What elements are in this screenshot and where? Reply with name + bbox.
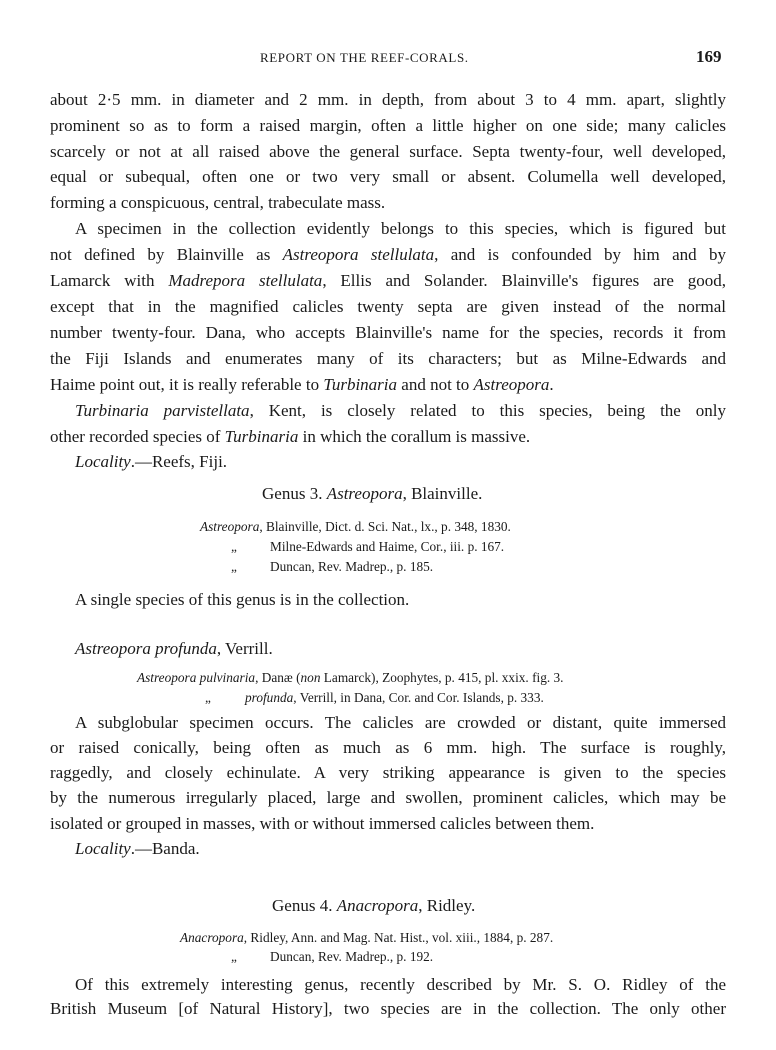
synonymy-reference: [270, 539, 504, 555]
text: number twenty-four. Dana, who accepts Blainville's name for the species, records it from: [50, 323, 726, 342]
text: not defined by Blainville as: [50, 245, 283, 264]
italic-text: Astreopora: [473, 375, 550, 394]
text: forming a conspicuous, central, trabeculate mass.: [50, 193, 386, 212]
synonymy-reference: [200, 519, 511, 535]
body-line: [50, 271, 726, 291]
text: „: [205, 690, 211, 705]
text: by the numerous irregularly placed, large and swollen, prominent calicles, which may be: [50, 788, 726, 807]
body-line: [50, 763, 726, 783]
italic-text: Astreopora: [326, 484, 403, 503]
text: equal or subequal, often one or two very small or absent. Columella well developed,: [50, 167, 726, 186]
body-line: [50, 323, 726, 343]
body-line: [50, 167, 726, 187]
body-line: [50, 90, 726, 110]
italic-text: Turbinaria parvistellata: [75, 401, 250, 420]
text: in which the corallum is massive.: [298, 427, 531, 446]
italic-text: Anacropora: [336, 896, 419, 915]
body-line: [50, 142, 726, 162]
text: , and is confounded by him and by: [434, 245, 726, 264]
body-line: [50, 999, 726, 1019]
text: prominent so as to form a raised margin, often a little higher on one side; many calicles: [50, 116, 726, 135]
page-number: 169: [696, 47, 722, 66]
italic-text: Astreopora pulvinaria: [137, 670, 256, 685]
italic-text: Turbinaria: [323, 375, 398, 394]
text: .: [549, 375, 554, 394]
text: Lamarck), Zoophytes, p. 415, pl. xxix. fig. 3.: [320, 670, 564, 685]
species-heading: [75, 639, 273, 659]
text: , Ridley, Ann. and Mag. Nat. Hist., vol. xiii., 1884, p. 287.: [243, 930, 554, 945]
running-header: REPORT ON THE REEF-CORALS.: [260, 50, 469, 65]
ditto-mark: [231, 539, 237, 555]
text: , Verrill.: [216, 639, 273, 658]
synonymy-reference: [270, 559, 433, 575]
text: other recorded species of: [50, 427, 225, 446]
body-line: [75, 219, 726, 239]
text: , Ridley.: [418, 896, 476, 915]
text: Duncan, Rev. Madrep., p. 192.: [270, 949, 434, 964]
text: the Fiji Islands and enumerates many of its characters; but as Milne-Edwards and: [50, 349, 726, 368]
text: Lamarck with: [50, 271, 169, 290]
text: British Museum [of Natural History], two species are in the collection. The only other: [50, 999, 726, 1018]
text: „: [231, 539, 237, 554]
text: Genus 3.: [262, 484, 327, 503]
italic-text: non: [300, 670, 321, 685]
text: or raised conically, being often as much as 6 mm. high. The surface is roughly,: [50, 738, 726, 757]
text: raggedly, and closely echinulate. A very striking appearance is given to the species: [50, 763, 726, 782]
text: A specimen in the collection evidently belongs to this species, which is figured but: [75, 219, 726, 238]
text: Duncan, Rev. Madrep., p. 185.: [270, 559, 434, 574]
text: „: [231, 559, 237, 574]
italic-text: Turbinaria: [224, 427, 299, 446]
genus-heading: [262, 484, 482, 504]
synonymy-reference: [180, 930, 553, 946]
body-line: [50, 116, 726, 136]
italic-text: Locality: [75, 839, 131, 858]
body-line: [50, 245, 726, 265]
locality-line: [75, 839, 200, 859]
text: , Kent, is closely related to this species, being the only: [249, 401, 726, 420]
text: Of this extremely interesting genus, recently described by Mr. S. O. Ridley of the: [75, 975, 726, 994]
text: , Ellis and Solander. Blainville's figures are good,: [322, 271, 726, 290]
text: .—Reefs, Fiji.: [130, 452, 228, 471]
body-line: [50, 788, 726, 808]
text: scarcely or not at all raised above the general surface. Septa twenty-four, well developed,: [50, 142, 726, 161]
text: , Verrill, in Dana, Cor. and Cor. Islands, p. 333.: [293, 690, 544, 705]
body-line: [50, 193, 385, 213]
genus-heading: [272, 896, 475, 916]
italic-text: Madrepora stellulata: [168, 271, 323, 290]
text: , Blainville.: [402, 484, 483, 503]
body-line: [75, 975, 726, 995]
text: „: [231, 949, 237, 964]
italic-text: Astreopora profunda: [75, 639, 217, 658]
synonymy-reference: [270, 949, 433, 965]
text: Milne-Edwards and Haime, Cor., iii. p. 167.: [270, 539, 505, 554]
synonymy-reference: [245, 690, 544, 706]
italic-text: Astreopora: [200, 519, 260, 534]
text: Genus 4.: [272, 896, 337, 915]
text: .—Banda.: [130, 839, 200, 858]
text: A subglobular specimen occurs. The calicles are crowded or distant, quite immersed: [75, 713, 726, 732]
body-line: [50, 297, 726, 317]
text: except that in the magnified calicles twenty septa are given instead of the normal: [50, 297, 726, 316]
text: A single species of this genus is in the collection.: [75, 590, 410, 609]
text: , Blainville, Dict. d. Sci. Nat., lx., p. 348, 1830.: [259, 519, 511, 534]
italic-text: Astreopora stellulata: [282, 245, 435, 264]
body-line: [50, 814, 594, 834]
body-line: [50, 375, 554, 395]
text: about 2·5 mm. in diameter and 2 mm. in depth, from about 3 to 4 mm. apart, slightly: [50, 90, 726, 109]
body-line: [50, 738, 726, 758]
italic-text: Anacropora: [180, 930, 244, 945]
text: isolated or grouped in masses, with or without immersed calicles between them.: [50, 814, 595, 833]
body-line: [50, 349, 726, 369]
italic-text: profunda: [245, 690, 294, 705]
body-line: [75, 401, 726, 421]
ditto-mark: [205, 690, 211, 706]
locality-line: [75, 452, 227, 472]
body-line: [75, 713, 726, 733]
body-line: [75, 590, 409, 610]
italic-text: Locality: [75, 452, 131, 471]
text: , Danæ (: [255, 670, 301, 685]
ditto-mark: [231, 949, 237, 965]
text: Haime point out, it is really referable to: [50, 375, 324, 394]
synonymy-reference: [137, 670, 563, 686]
body-line: [50, 427, 530, 447]
ditto-mark: [231, 559, 237, 575]
text: and not to: [397, 375, 474, 394]
